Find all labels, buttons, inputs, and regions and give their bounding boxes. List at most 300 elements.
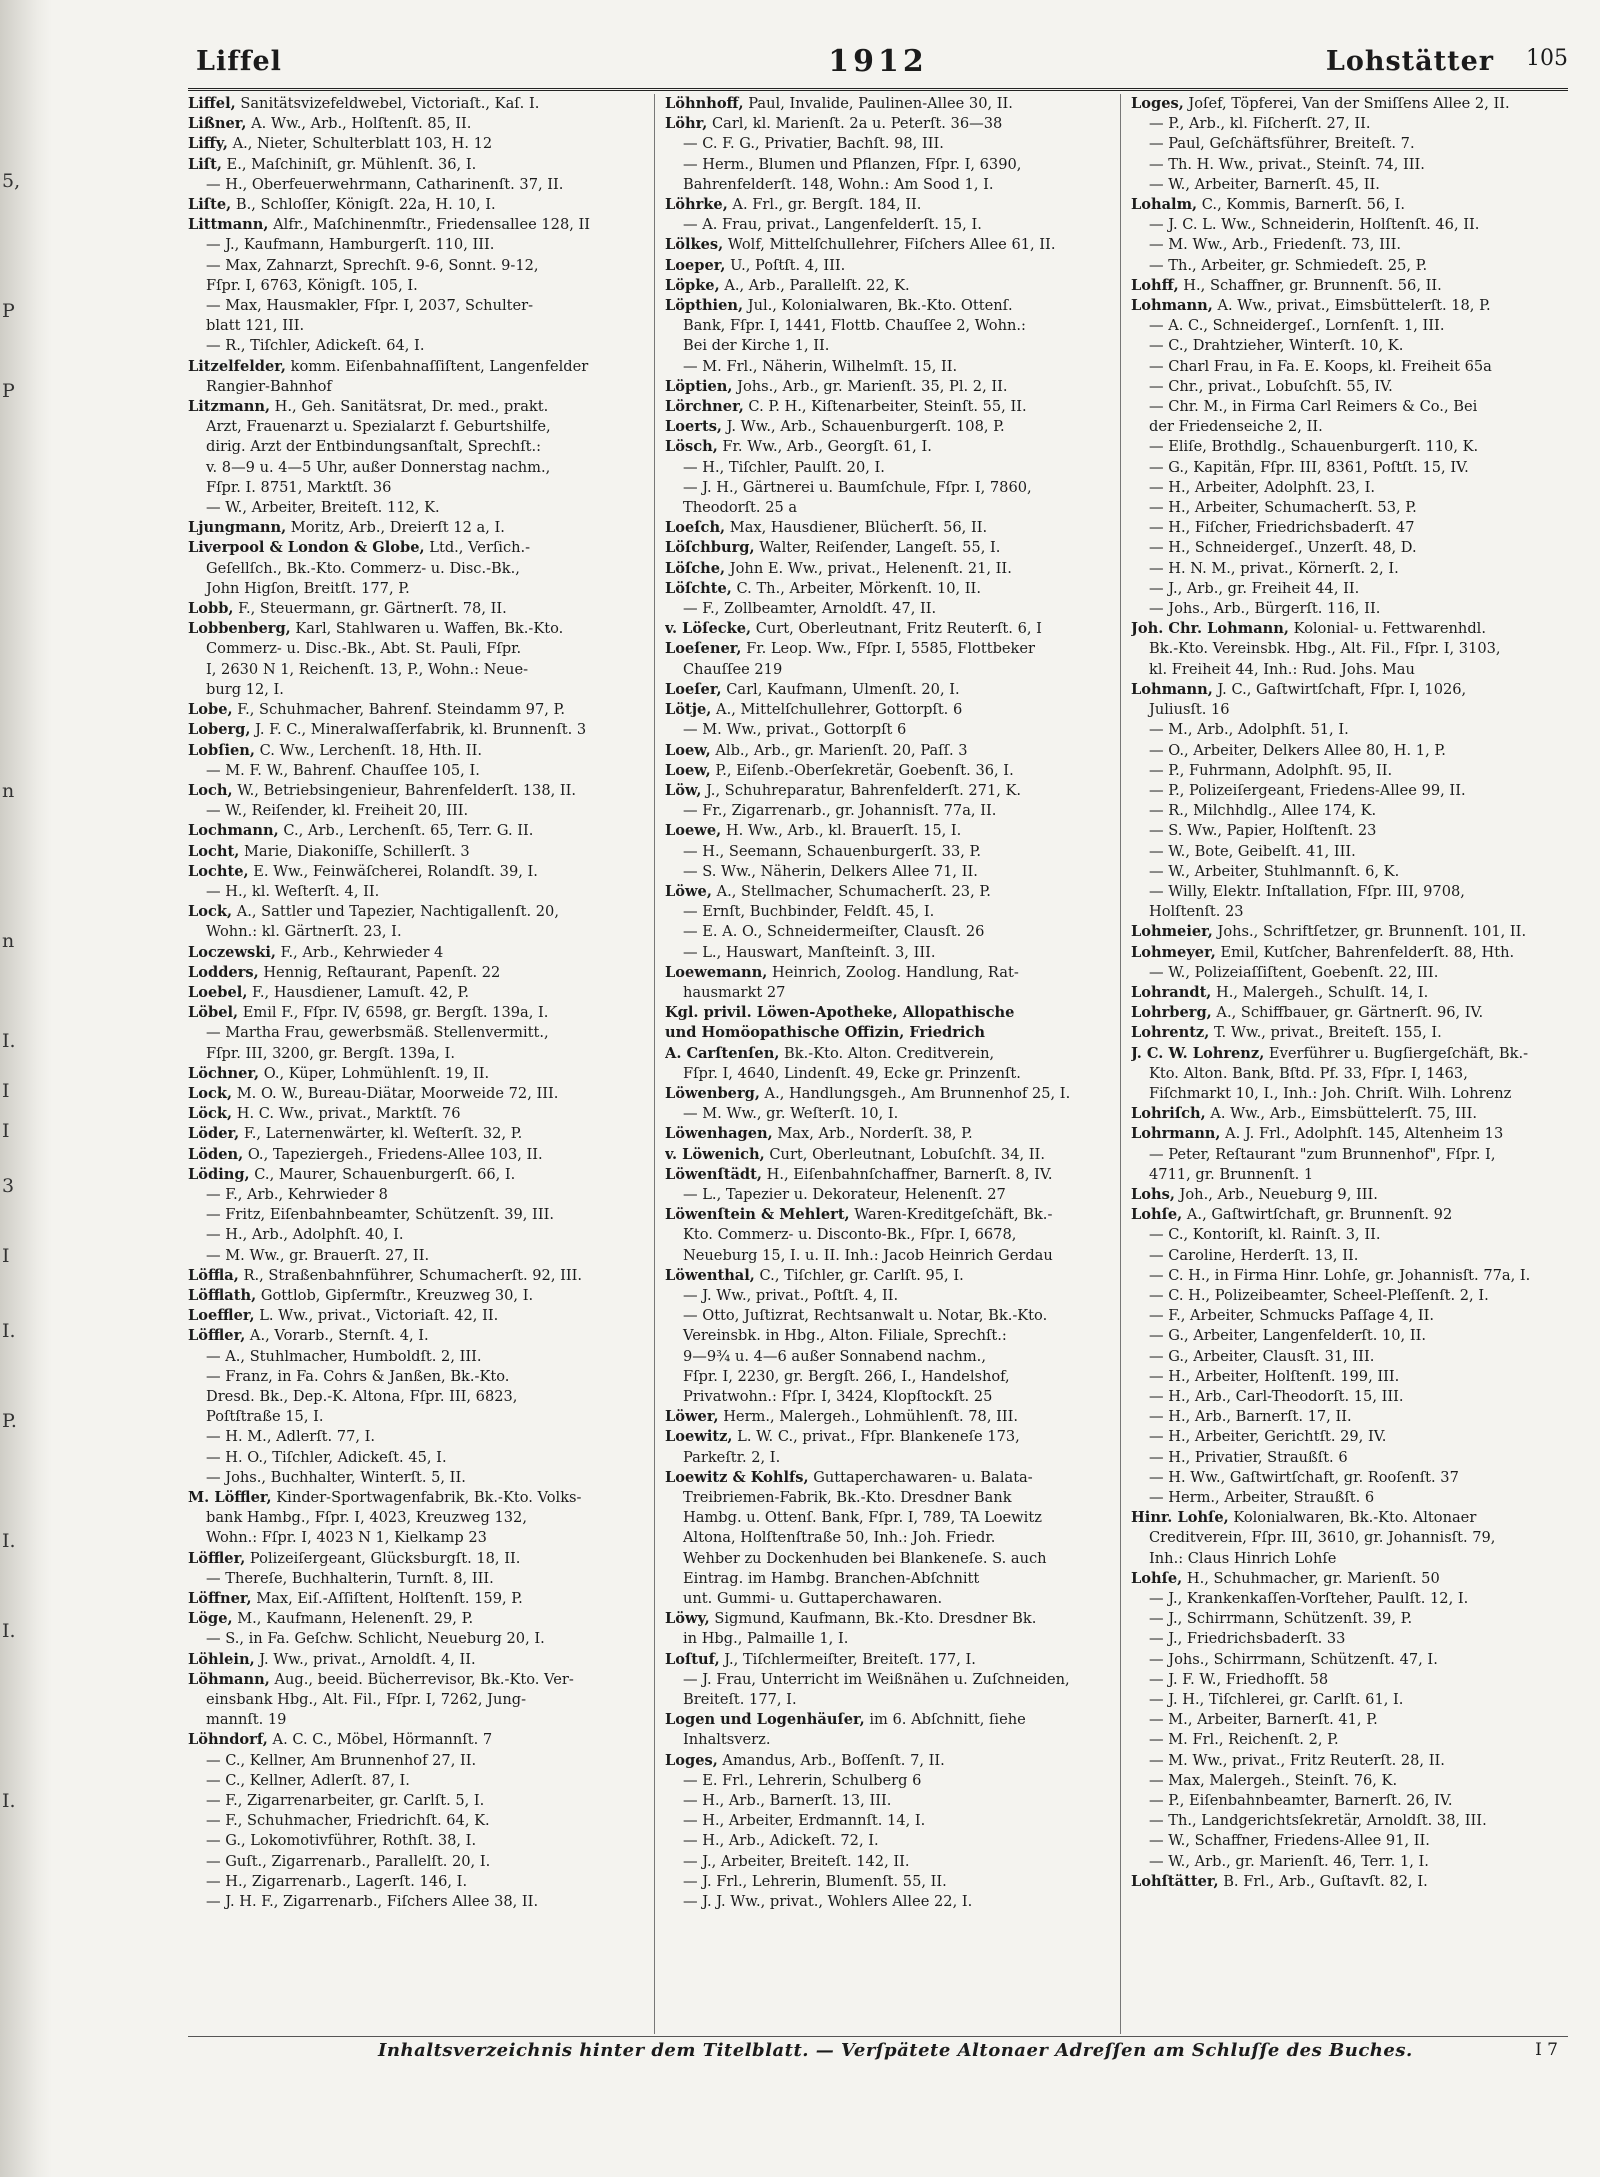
- entry-details: Curt, Oberleutnant, Lobuſchſt. 34, II.: [764, 1145, 1045, 1163]
- entry-details: A., Arb., Parallelſt. 22, K.: [719, 276, 910, 294]
- entry-continuation-line: — H., Arb., Barnerſt. 17, II.: [1149, 1408, 1352, 1426]
- entry-continuation-line: burg 12, I.: [206, 680, 284, 698]
- entry-continuation-line: mannſt. 19: [206, 1711, 287, 1729]
- entry-name: v. Löwenich,: [665, 1145, 765, 1163]
- entry-name: Lobe,: [188, 701, 233, 719]
- directory-entry: [665, 1407, 1103, 1427]
- entry-name: Loeſch,: [665, 519, 726, 537]
- entry-name: Lohff,: [1131, 276, 1179, 294]
- entry-continuation-line: — F., Schuhmacher, Friedrichſt. 64, K.: [206, 1812, 490, 1830]
- entry-details: C. Th., Arbeiter, Mörkenſt. 10, II.: [731, 579, 981, 597]
- entry-details: O., Küper, Lohmühlenſt. 19, II.: [259, 1064, 490, 1082]
- entry-details: Ltd., Verſich.-: [424, 539, 531, 557]
- entry-name: Loeſer,: [665, 680, 722, 698]
- entry-name: Löhmann,: [188, 1670, 270, 1688]
- directory-entry: [188, 943, 636, 963]
- edge-fragment: I: [2, 1245, 10, 1267]
- entry-details: J., Tiſchlermeiſter, Breiteſt. 177, I.: [719, 1650, 976, 1668]
- entry-continuation-line: — Peter, Reſtaurant "zum Brunnenhof", Fſpr. I,: [1149, 1145, 1496, 1163]
- directory-entry: [665, 1427, 1103, 1447]
- directory-entry: [665, 1468, 1103, 1488]
- entry-details: A., Mittelſchullehrer, Gottorpſt. 6: [711, 701, 963, 719]
- entry-continuation-line: — M. Ww., privat., Fritz Reuterſt. 28, II.: [1149, 1751, 1445, 1769]
- directory-entry: [188, 1326, 636, 1346]
- directory-entry: [1131, 1003, 1569, 1023]
- entry-name: Kgl. privil. Löwen-Apotheke, Allopathische: [665, 1004, 1015, 1022]
- directory-entry: [665, 781, 1103, 801]
- entry-details: Gottlob, Gipſermſtr., Kreuzweg 30, I.: [256, 1286, 534, 1304]
- entry-details: Kolonialwaren, Bk.-Kto. Altonaer: [1228, 1509, 1477, 1527]
- entry-continuation-line: Dresd. Bk., Dep.-K. Altona, Fſpr. III, 6823,: [206, 1388, 518, 1405]
- entry-name: Locht,: [188, 842, 240, 860]
- entry-name: Löw,: [665, 781, 702, 799]
- entry-continuation-line: — H., Arbeiter, Gerichtſt. 29, IV.: [1149, 1428, 1387, 1446]
- entry-name: Hinr. Lohſe,: [1131, 1509, 1229, 1527]
- entry-continuation-line: — W., Arbeiter, Breiteſt. 112, K.: [206, 499, 440, 517]
- directory-entry: [665, 1145, 1103, 1165]
- directory-entry: [188, 518, 636, 538]
- entry-continuation-line: — M. Frl., Näherin, Wilhelmſt. 15, II.: [683, 357, 958, 375]
- directory-entry: [665, 1044, 1103, 1064]
- column-2: [654, 94, 1103, 2034]
- directory-entry: [665, 700, 1103, 720]
- entry-continuation-line: — H., Zigarrenarb., Lagerſt. 146, I.: [206, 1872, 468, 1890]
- directory-entry: [188, 134, 636, 154]
- entry-continuation-line: — G., Lokomotivführer, Rothſt. 38, I.: [206, 1832, 477, 1850]
- directory-entry: [188, 619, 636, 639]
- entry-details: Fr. Ww., Arb., Georgſt. 61, I.: [717, 438, 932, 456]
- entry-continuation-line: Kto. Commerz- u. Disconto-Bk., Fſpr. I, 6678,: [683, 1226, 1017, 1244]
- entry-details: Carl, Kaufmann, Ulmenſt. 20, I.: [721, 680, 960, 698]
- entry-details: B., Schloſſer, Königſt. 22a, H. 10, I.: [231, 196, 496, 214]
- directory-entry: [1131, 922, 1569, 942]
- entry-name: Loewitz,: [665, 1428, 733, 1446]
- directory-entry: [188, 1084, 636, 1104]
- entry-name: Lösch,: [665, 438, 718, 456]
- entry-name: Lohalm,: [1131, 196, 1198, 214]
- entry-continuation-line: — H., Arb., Adolphſt. 40, I.: [206, 1226, 404, 1244]
- entry-details: L. Ww., privat., Victoriaſt. 42, II.: [254, 1307, 499, 1325]
- directory-entry: [665, 1165, 1103, 1185]
- directory-entry: [1131, 195, 1569, 215]
- entry-name: Lochte,: [188, 862, 249, 880]
- entry-continuation-line: Fſpr. I, 6763, Königſt. 105, I.: [206, 276, 418, 294]
- directory-entry: [1131, 943, 1569, 963]
- directory-entry: [665, 639, 1103, 659]
- directory-entry: [1131, 1023, 1569, 1043]
- entry-continuation-line: — L., Tapezier u. Dekorateur, Helenenſt. 27: [683, 1185, 1006, 1203]
- directory-entry: [188, 195, 636, 215]
- entry-details: A. C. C., Möbel, Hörmannſt. 7: [267, 1731, 493, 1749]
- entry-name: Löden,: [188, 1145, 244, 1163]
- entry-details: C. Ww., Lerchenſt. 18, Hth. II.: [255, 741, 482, 759]
- entry-name: Litzelfelder,: [188, 357, 286, 375]
- entry-continuation-line: — W., Schaffner, Friedens-Allee 91, II.: [1149, 1832, 1430, 1850]
- directory-entry: [188, 94, 636, 114]
- entry-continuation-line: Inhaltsverz.: [683, 1731, 771, 1749]
- entry-continuation-line: — J. H., Gärtnerei u. Baumſchule, Fſpr. I, 7860,: [683, 478, 1032, 496]
- entry-name: Löhnhoff,: [665, 95, 744, 112]
- entry-continuation-line: Wehber zu Dockenhuden bei Blankeneſe. S. auch: [683, 1549, 1047, 1567]
- entry-name: Loewitz & Kohlfs,: [665, 1468, 809, 1486]
- entry-continuation-line: — H., Arb., Barnerſt. 13, III.: [683, 1792, 892, 1810]
- entry-continuation-line: — W., Arb., gr. Marienſt. 46, Terr. 1, I.: [1149, 1852, 1429, 1870]
- scan-margin: [0, 0, 52, 2177]
- directory-entry: [1131, 1185, 1569, 1205]
- entry-continuation-line: in Hbg., Palmaille 1, I.: [683, 1630, 849, 1648]
- directory-entry: [665, 579, 1103, 599]
- entry-continuation-line: — H., kl. Weſterſt. 4, II.: [206, 882, 380, 900]
- entry-name: Loeffler,: [188, 1307, 255, 1325]
- entry-name: Löwenhagen,: [665, 1125, 773, 1143]
- entry-name: Loberg,: [188, 721, 251, 739]
- directory-entry: [188, 842, 636, 862]
- entry-name: Löwenſtein & Mehlert,: [665, 1206, 850, 1224]
- entry-continuation-line: Fſpr. III, 3200, gr. Bergſt. 139a, I.: [206, 1044, 455, 1062]
- directory-entry: [665, 1710, 1103, 1730]
- directory-entry: [188, 1124, 636, 1144]
- column-3: [1120, 94, 1569, 2034]
- entry-name: Löge,: [188, 1610, 233, 1628]
- entry-continuation-line: — L., Hauswart, Manſteinſt. 3, III.: [683, 943, 936, 961]
- directory-entry: [665, 114, 1103, 134]
- directory-page: [188, 40, 1568, 2120]
- directory-entry: [665, 680, 1103, 700]
- entry-name: Löhndorf,: [188, 1731, 268, 1749]
- entry-details: Wolf, Mittelſchullehrer, Fiſchers Allee 61, II.: [723, 236, 1056, 254]
- entry-name: Löfflath,: [188, 1286, 257, 1304]
- entry-continuation-line: Juliusſt. 16: [1149, 701, 1230, 719]
- entry-continuation-line: — M. F. W., Bahrenf. Chauſſee 105, I.: [206, 761, 480, 779]
- entry-name: Löffner,: [188, 1590, 252, 1608]
- edge-fragment: I: [2, 1120, 10, 1142]
- directory-entry: [188, 1488, 636, 1508]
- entry-continuation-line: dirig. Arzt der Entbindungsanſtalt, Sprechſt.:: [206, 438, 542, 456]
- entry-details: A. Frl., gr. Bergſt. 184, II.: [727, 196, 922, 214]
- entry-name: Lohmann,: [1131, 297, 1213, 315]
- entry-name: Lohrberg,: [1131, 1004, 1212, 1022]
- entry-continuation-line: — W., Arbeiter, Barnerſt. 45, II.: [1149, 175, 1380, 193]
- directory-entry: [1131, 983, 1569, 1003]
- entry-continuation-line: Creditverein, Fſpr. III, 3610, gr. Johannisſt. 79,: [1149, 1529, 1496, 1547]
- entry-continuation-line: Commerz- u. Disc.-Bk., Abt. St. Pauli, Fſpr.: [206, 640, 522, 658]
- signature-mark: I 7: [1535, 2040, 1558, 2060]
- entry-details: E. Ww., Feinwäſcherei, Rolandſt. 39, I.: [248, 862, 538, 880]
- entry-details: J., Schuhreparatur, Bahrenfelderſt. 271, K.: [701, 781, 1022, 799]
- entry-continuation-line: Wohn.: Fſpr. I, 4023 N 1, Kielkamp 23: [206, 1529, 487, 1547]
- entry-continuation-line: Privatwohn.: Fſpr. I, 3424, Klopſtockſt. 25: [683, 1388, 993, 1405]
- entry-details: Max, Arb., Norderſt. 38, P.: [772, 1125, 973, 1143]
- entry-details: Max, Hausdiener, Blücherſt. 56, II.: [725, 519, 988, 537]
- directory-entry: [665, 1124, 1103, 1144]
- entry-name: Löwenberg,: [665, 1084, 760, 1102]
- entry-details: Walter, Reiſender, Langeſt. 55, I.: [754, 539, 1001, 557]
- entry-continuation-line: — H., Arbeiter, Adolphſt. 23, I.: [1149, 478, 1376, 496]
- entry-details: H., Schaffner, gr. Brunnenſt. 56, II.: [1178, 276, 1442, 294]
- entry-details: Jul., Kolonialwaren, Bk.-Kto. Ottenſ.: [743, 297, 1013, 315]
- directory-entry: [1131, 1205, 1569, 1225]
- directory-entry: [665, 94, 1103, 114]
- entry-name: Loew,: [665, 741, 711, 759]
- entry-continuation-line: Fſpr. I, 4640, Lindenſt. 49, Ecke gr. Prinzenſt.: [683, 1064, 1021, 1082]
- entry-name: Lohmeyer,: [1131, 943, 1216, 961]
- entry-continuation-line: — H., Arbeiter, Erdmannſt. 14, I.: [683, 1812, 926, 1830]
- header-first-entry: Liffel: [196, 46, 282, 77]
- directory-entry: [1131, 1044, 1569, 1064]
- entry-name: Lohrmann,: [1131, 1125, 1221, 1143]
- entry-details: J. Ww., privat., Arnoldſt. 4, II.: [254, 1650, 476, 1668]
- entry-name: und Homöopathische Offizin, Friedrich: [665, 1024, 985, 1042]
- entry-continuation-line: Geſellſch., Bk.-Kto. Commerz- u. Disc.-Bk.,: [206, 559, 520, 577]
- entry-continuation-line: — G., Kapitän, Fſpr. III, 8361, Poſtſt. 15, IV.: [1149, 458, 1469, 476]
- directory-entry: [665, 437, 1103, 457]
- entry-continuation-line: — M. Frl., Reichenſt. 2, P.: [1149, 1731, 1339, 1749]
- entry-name: Löpke,: [665, 276, 720, 294]
- entry-continuation-line: — W., Arbeiter, Stuhlmannſt. 6, K.: [1149, 862, 1400, 880]
- entry-continuation-line: — R., Milchhdlg., Allee 174, K.: [1149, 802, 1377, 820]
- directory-entry: [188, 1266, 636, 1286]
- directory-entry: [1131, 1569, 1569, 1589]
- entry-details: C., Tiſchler, gr. Carlſt. 95, I.: [754, 1266, 964, 1284]
- entry-details: Polizeiſergeant, Glücksburgſt. 18, II.: [245, 1549, 521, 1567]
- directory-entry: [188, 397, 636, 417]
- edge-fragment: I.: [2, 1620, 16, 1642]
- entry-continuation-line: — J. H., Tiſchlerei, gr. Carlſt. 61, I.: [1149, 1691, 1404, 1709]
- entry-name: Löptien,: [665, 377, 733, 395]
- entry-name: Löbel,: [188, 1004, 239, 1022]
- entry-name: v. Löſecke,: [665, 620, 752, 638]
- entry-continuation-line: — Max, Malergeh., Steinſt. 76, K.: [1149, 1771, 1398, 1789]
- directory-entry: [188, 1165, 636, 1185]
- entry-details: Emil F., Fſpr. IV, 6598, gr. Bergſt. 139a, I.: [238, 1004, 549, 1022]
- entry-details: F., Laternenwärter, kl. Weſterſt. 32, P.: [239, 1125, 523, 1143]
- entry-continuation-line: — Fritz, Eiſenbahnbeamter, Schützenſt. 39, III.: [206, 1206, 554, 1224]
- directory-entry: [665, 538, 1103, 558]
- entry-continuation-line: — Charl Frau, in Fa. E. Koops, kl. Freiheit 65a: [1149, 357, 1492, 375]
- entry-continuation-line: — M. Ww., gr. Weſterſt. 10, I.: [683, 1105, 899, 1123]
- entry-details: A., Vorarb., Sternſt. 4, I.: [245, 1327, 429, 1345]
- entry-continuation-line: — Max, Zahnarzt, Sprechſt. 9-6, Sonnt. 9-12,: [206, 256, 539, 274]
- entry-continuation-line: — J., Schirrmann, Schützenſt. 39, P.: [1149, 1610, 1413, 1628]
- entry-name: Löſchte,: [665, 579, 732, 597]
- entry-details: H., Malergeh., Schulſt. 14, I.: [1211, 983, 1429, 1001]
- directory-entry: [188, 902, 636, 922]
- entry-continuation-line: Bahrenfelderſt. 148, Wohn.: Am Sood 1, I.: [683, 175, 994, 193]
- entry-continuation-line: — H., Arb., Adickeſt. 72, I.: [683, 1832, 879, 1850]
- entry-name: Liffel,: [188, 95, 236, 112]
- entry-details: A. Ww., Arb., Holſtenſt. 85, II.: [246, 115, 472, 133]
- entry-continuation-line: — H., Privatier, Straußſt. 6: [1149, 1448, 1348, 1466]
- entry-continuation-line: Inh.: Claus Hinrich Lohſe: [1149, 1549, 1337, 1567]
- entry-details: A., Stellmacher, Schumacherſt. 23, P.: [711, 882, 991, 900]
- entry-continuation-line: — J., Krankenkaſſen-Vorſteher, Paulſt. 12, I.: [1149, 1590, 1469, 1608]
- entry-continuation-line: — Fr., Zigarrenarb., gr. Johannisſt. 77a, II.: [683, 802, 997, 820]
- entry-continuation-line: — Johs., Arb., Bürgerſt. 116, II.: [1149, 600, 1381, 618]
- entry-details: Johs., Arb., gr. Marienſt. 35, Pl. 2, II.: [732, 377, 1008, 395]
- entry-continuation-line: — M., Arb., Adolphſt. 51, I.: [1149, 721, 1349, 739]
- entry-name: Loew,: [665, 761, 711, 779]
- entry-details: A., Nieter, Schulterblatt 103, H. 12: [227, 135, 493, 153]
- entry-name: Lock,: [188, 903, 233, 921]
- entry-details: Marie, Diakoniſſe, Schillerſt. 3: [239, 842, 470, 860]
- entry-details: Joſef, Töpferei, Van der Smiſſens Allee 2, II.: [1183, 95, 1510, 112]
- entry-details: H., Eiſenbahnſchaffner, Barnerſt. 8, IV.: [761, 1165, 1053, 1183]
- entry-name: Lohriſch,: [1131, 1105, 1206, 1123]
- entry-details: Alfr., Maſchinenmſtr., Friedensallee 128, II: [268, 216, 591, 234]
- entry-name: J. C. W. Lohrenz,: [1131, 1044, 1265, 1062]
- entry-name: Loeſener,: [665, 640, 742, 658]
- entry-name: Loges,: [1131, 95, 1184, 112]
- edge-fragment: I: [2, 1080, 10, 1102]
- page-number: 105: [1526, 46, 1568, 71]
- entry-continuation-line: — Herm., Blumen und Pflanzen, Fſpr. I, 6390,: [683, 155, 1022, 173]
- entry-continuation-line: — G., Arbeiter, Clausſt. 31, III.: [1149, 1347, 1375, 1365]
- entry-details: Emil, Kutſcher, Bahrenfelderſt. 88, Hth.: [1215, 943, 1515, 961]
- entry-details: Joh., Arb., Neueburg 9, III.: [1174, 1185, 1378, 1203]
- entry-name: Lock,: [188, 1084, 233, 1102]
- entry-continuation-line: — Max, Hausmakler, Fſpr. I, 2037, Schulter-: [206, 297, 534, 315]
- directory-entry: [1131, 1124, 1569, 1144]
- entry-name: Lörchner,: [665, 398, 744, 416]
- entry-details: A., Sattler und Tapezier, Nachtigallenſt. 20,: [232, 903, 559, 921]
- directory-entry: [665, 417, 1103, 437]
- entry-name: Liverpool & London & Globe,: [188, 539, 425, 557]
- entry-details: John E. Ww., privat., Helenenſt. 21, II.: [725, 559, 1012, 577]
- directory-entry: [188, 1650, 636, 1670]
- entry-continuation-line: Wohn.: kl. Gärtnerſt. 23, I.: [206, 923, 402, 941]
- directory-entry: [188, 781, 636, 801]
- entry-name: Löffla,: [188, 1266, 239, 1284]
- edge-fragment: n: [2, 780, 15, 802]
- entry-name: Liſt,: [188, 155, 222, 173]
- directory-entry: [188, 114, 636, 134]
- directory-entry: [665, 1609, 1103, 1629]
- directory-entry: [665, 276, 1103, 296]
- entry-name: Loewemann,: [665, 963, 768, 981]
- edge-fragment: 3: [2, 1175, 15, 1197]
- entry-continuation-line: — Johs., Schirrmann, Schützenſt. 47, I.: [1149, 1650, 1438, 1668]
- directory-entry: [665, 1003, 1103, 1023]
- entry-continuation-line: — H., Arbeiter, Holſtenſt. 199, III.: [1149, 1367, 1400, 1385]
- entry-name: Ljungmann,: [188, 519, 287, 537]
- entry-continuation-line: — M. Ww., Arb., Friedenſt. 73, III.: [1149, 236, 1402, 254]
- entry-name: Löck,: [188, 1105, 233, 1123]
- entry-continuation-line: Poſtſtraße 15, I.: [206, 1408, 324, 1426]
- directory-entry: [1131, 94, 1569, 114]
- entry-details: H., Geh. Sanitätsrat, Dr. med., prakt.: [270, 398, 549, 416]
- entry-details: Guttaperchawaren- u. Balata-: [808, 1468, 1033, 1486]
- entry-name: Löſchburg,: [665, 539, 755, 557]
- directory-entry: [665, 882, 1103, 902]
- directory-entry: [188, 862, 636, 882]
- entry-details: Aug., beeid. Bücherrevisor, Bk.-Kto. Ver-: [269, 1670, 574, 1688]
- entry-details: A., Gaſtwirtſchaft, gr. Brunnenſt. 92: [1182, 1206, 1453, 1224]
- entry-continuation-line: — Martha Frau, gewerbsmäß. Stellenvermitt.,: [206, 1024, 549, 1042]
- entry-name: Logen und Logenhäuſer,: [665, 1711, 865, 1729]
- entry-continuation-line: — C. H., Polizeibeamter, Scheel-Pleſſenſt. 2, I.: [1149, 1286, 1489, 1304]
- edge-fragment: P.: [2, 1410, 17, 1432]
- edge-fragment: I.: [2, 1030, 16, 1052]
- entry-continuation-line: — Franz, in Fa. Cohrs & Janßen, Bk.-Kto.: [206, 1367, 510, 1385]
- entry-continuation-line: — Eliſe, Brothdlg., Schauenburgerſt. 110, K.: [1149, 438, 1479, 456]
- entry-continuation-line: — H., Schneidergeſ., Unzerſt. 48, D.: [1149, 539, 1417, 557]
- entry-details: C., Maurer, Schauenburgerſt. 66, I.: [249, 1165, 516, 1183]
- entry-continuation-line: — Guſt., Zigarrenarb., Parallelſt. 20, I.: [206, 1852, 491, 1870]
- edge-fragment: n: [2, 930, 15, 952]
- entry-name: Löhlein,: [188, 1650, 255, 1668]
- entry-details: B. Frl., Arb., Guſtavſt. 82, I.: [1218, 1872, 1428, 1890]
- entry-continuation-line: Breiteſt. 177, I.: [683, 1691, 797, 1709]
- directory-entry: [188, 741, 636, 761]
- edge-fragment: 5,: [2, 170, 21, 192]
- directory-entry: [665, 296, 1103, 316]
- entry-continuation-line: Fſpr. I. 8751, Marktſt. 36: [206, 478, 392, 496]
- entry-continuation-line: — J. J. Ww., privat., Wohlers Allee 22, I.: [683, 1893, 973, 1911]
- entry-details: H. C. Ww., privat., Marktſt. 76: [232, 1105, 461, 1123]
- directory-entry: [1131, 680, 1569, 700]
- entry-continuation-line: — J., Kaufmann, Hamburgerſt. 110, III.: [206, 236, 495, 254]
- entry-details: Waren-Kreditgeſchäft, Bk.-: [849, 1206, 1053, 1224]
- entry-continuation-line: — J. F. W., Friedhofſt. 58: [1149, 1670, 1329, 1688]
- entry-name: Lohrentz,: [1131, 1024, 1210, 1042]
- entry-continuation-line: Parkeſtr. 2, I.: [683, 1448, 781, 1466]
- directory-entry: [188, 1589, 636, 1609]
- entry-continuation-line: — J., Arb., gr. Freiheit 44, II.: [1149, 579, 1360, 597]
- entry-continuation-line: — C., Kontoriſt, kl. Rainſt. 3, II.: [1149, 1226, 1381, 1244]
- entry-continuation-line: — J. Ww., privat., Poſtſt. 4, II.: [683, 1286, 899, 1304]
- entry-continuation-line: — P., Arb., kl. Fiſcherſt. 27, II.: [1149, 115, 1371, 133]
- entry-continuation-line: Arzt, Frauenarzt u. Spezialarzt f. Geburtshilfe,: [206, 418, 551, 436]
- directory-entry: [665, 195, 1103, 215]
- entry-continuation-line: — Th., Arbeiter, gr. Schmiedeſt. 25, P.: [1149, 256, 1428, 274]
- directory-entry: [188, 1286, 636, 1306]
- edge-fragment: P: [2, 380, 15, 402]
- entry-details: Max, Eiſ.-Aſſiſtent, Holſtenſt. 159, P.: [251, 1590, 523, 1608]
- entry-continuation-line: Altona, Holſtenſtraße 50, Inh.: Joh. Friedr.: [683, 1529, 996, 1547]
- directory-entry: [188, 963, 636, 983]
- entry-details: Everführer u. Bugſiergeſchäft, Bk.-: [1264, 1044, 1529, 1062]
- entry-details: J. F. C., Mineralwaſſerfabrik, kl. Brunnenſt. 3: [250, 721, 587, 739]
- directory-entry: [188, 1670, 636, 1690]
- directory-entry: [665, 235, 1103, 255]
- entry-continuation-line: — H., Oberfeuerwehrmann, Catharinenſt. 37, II.: [206, 175, 564, 193]
- directory-entry: [665, 821, 1103, 841]
- directory-entry: [665, 559, 1103, 579]
- entry-continuation-line: — F., Arbeiter, Schmucks Paſſage 4, II.: [1149, 1307, 1434, 1325]
- entry-name: Joh. Chr. Lohmann,: [1131, 620, 1289, 638]
- directory-entry: [665, 619, 1103, 639]
- directory-entry: [188, 538, 636, 558]
- entry-details: F., Steuermann, gr. Gärtnerſt. 78, II.: [233, 600, 507, 618]
- header-last-entry: Lohstätter: [1325, 46, 1494, 77]
- entry-details: M. O. W., Bureau-Diätar, Moorweide 72, III.: [232, 1084, 559, 1102]
- entry-continuation-line: — H., Arbeiter, Schumacherſt. 53, P.: [1149, 499, 1417, 517]
- entry-continuation-line: unt. Gummi- u. Guttaperchawaren.: [683, 1590, 943, 1608]
- entry-name: Lötje,: [665, 701, 712, 719]
- entry-name: Löpthien,: [665, 297, 744, 315]
- entry-name: Loges,: [665, 1751, 718, 1769]
- edge-fragment: I.: [2, 1530, 16, 1552]
- entry-name: Löhrke,: [665, 196, 728, 214]
- entry-details: Carl, kl. Marienſt. 2a u. Peterſt. 36—38: [707, 115, 1003, 133]
- entry-continuation-line: — J., Arbeiter, Breiteſt. 142, II.: [683, 1852, 910, 1870]
- entry-details: Kinder-Sportwagenfabrik, Bk.-Kto. Volks-: [271, 1489, 582, 1507]
- entry-continuation-line: — Th. H. Ww., privat., Steinſt. 74, III.: [1149, 155, 1425, 173]
- entry-name: Löwer,: [665, 1408, 719, 1426]
- entry-name: A. Carſtenſen,: [665, 1044, 780, 1062]
- entry-continuation-line: — H. Ww., Gaſtwirtſchaft, gr. Rooſenſt. 37: [1149, 1468, 1459, 1486]
- entry-name: Lohſe,: [1131, 1206, 1183, 1224]
